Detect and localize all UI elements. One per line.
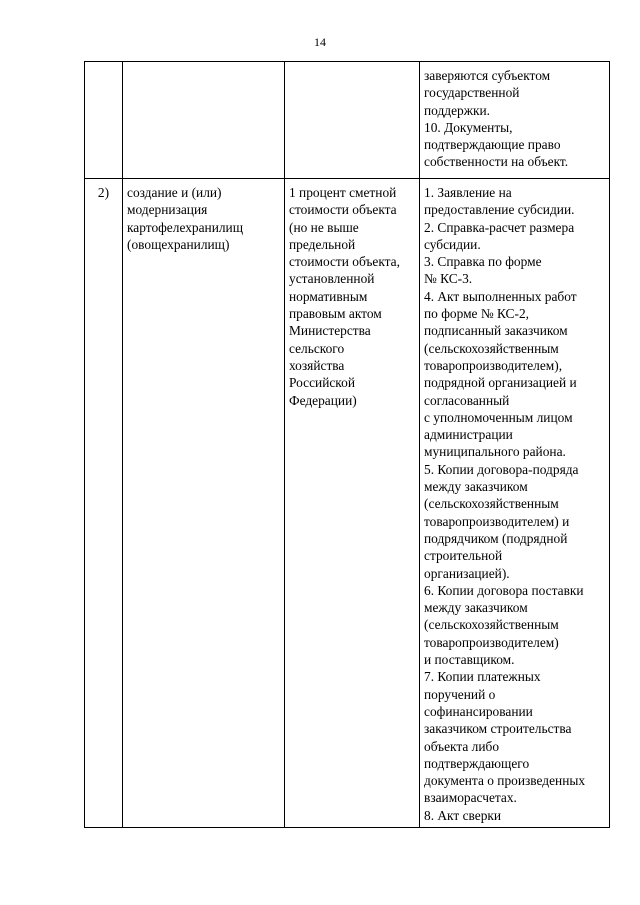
cell-text-line: документа о произведенных bbox=[424, 773, 586, 789]
cell-text-line: 1 процент сметной bbox=[289, 185, 397, 200]
cell-text-line: 5. Копии договора-подряда bbox=[424, 461, 579, 477]
documents-cell bbox=[420, 179, 610, 828]
cell-text-line: подписанный заказчиком bbox=[424, 323, 568, 339]
cell-text-line: подрядчиком (подрядной bbox=[424, 530, 568, 546]
cell-text-line: взаиморасчетах. bbox=[424, 790, 517, 806]
cell-text-line: товаропроизводителем) bbox=[424, 634, 559, 650]
row-number-cell: 2) bbox=[85, 179, 123, 828]
cell-text-line: по форме № КС-2, bbox=[424, 306, 529, 322]
cell-text-line: сельского bbox=[289, 340, 345, 356]
cell-text-line: (овощехранилищ) bbox=[127, 236, 230, 252]
cell-text-line: согласованный bbox=[424, 392, 510, 408]
cell-text-line: 4. Акт выполненных работ bbox=[424, 288, 577, 304]
cell-text-line: установленной bbox=[289, 271, 375, 287]
cell-text-line: № КС-3. bbox=[424, 271, 473, 287]
cell-text-line: муниципального района. bbox=[424, 444, 566, 460]
cell-text-line: администрации bbox=[424, 427, 513, 443]
cell-text-line: правовым актом bbox=[289, 306, 382, 322]
cell-text-line: (но не выше bbox=[289, 219, 359, 235]
cell-text-line: и поставщиком. bbox=[424, 652, 515, 668]
cell-text-line: 3. Справка по форме bbox=[424, 254, 542, 270]
cell-text-line: с уполномоченным лицом bbox=[424, 409, 573, 425]
cell-text-line: нормативным bbox=[289, 288, 368, 304]
cell-text-line: предельной bbox=[289, 236, 356, 252]
cell-text-line: стоимости объекта, bbox=[289, 254, 400, 270]
cell-text-line: софинансировании bbox=[424, 703, 533, 719]
cell-text-line: подтверждающего bbox=[424, 755, 530, 771]
cell-text-line: модернизация bbox=[127, 202, 208, 218]
cell-text-line: (сельскохозяйственным bbox=[424, 496, 559, 512]
cell-text-line: 10. Документы, bbox=[424, 119, 513, 135]
cell-text-line: заказчиком строительства bbox=[424, 721, 572, 737]
cell-text-line: подтверждающие право bbox=[424, 137, 561, 153]
cell-text-line: поддержки. bbox=[424, 102, 491, 118]
table-row bbox=[85, 179, 610, 828]
cell-text-line: 8. Акт сверки bbox=[424, 807, 502, 823]
cell-text-line: субсидии. bbox=[424, 236, 481, 252]
cell-text-line: объекта либо bbox=[424, 738, 500, 754]
cell-text-line: Министерства bbox=[289, 323, 371, 339]
cell-text-line: поручений о bbox=[424, 686, 496, 702]
cell-text-line: между заказчиком bbox=[424, 479, 528, 495]
cell-text-line: стоимости объекта bbox=[289, 202, 397, 218]
amount-cell bbox=[285, 179, 420, 828]
table-row bbox=[85, 62, 610, 179]
row-number-cell bbox=[85, 62, 123, 179]
cell-text-line: предоставление субсидии. bbox=[424, 202, 575, 218]
cell-text-line: организацией). bbox=[424, 565, 510, 581]
cell-text-line: хозяйства bbox=[289, 357, 345, 373]
cell-text-line: 6. Копии договора поставки bbox=[424, 582, 584, 598]
documents-cell bbox=[420, 62, 610, 179]
cell-text-line: Федерации) bbox=[289, 392, 357, 408]
page-number: 14 bbox=[314, 35, 326, 49]
cell-text-line: 2. Справка-расчет размера bbox=[424, 219, 575, 235]
cell-text-line: между заказчиком bbox=[424, 600, 528, 616]
cell-text-line: заверяются субъектом bbox=[424, 68, 551, 83]
object-cell bbox=[123, 62, 285, 179]
cell-text-line: товаропроизводителем), bbox=[424, 357, 563, 373]
object-cell bbox=[123, 179, 285, 828]
cell-text-line: (сельскохозяйственным bbox=[424, 617, 559, 633]
cell-text-line: собственности на объект. bbox=[424, 154, 569, 170]
cell-text-line: (сельскохозяйственным bbox=[424, 340, 559, 356]
cell-text-line: строительной bbox=[424, 548, 503, 564]
cell-text-line: товаропроизводителем) и bbox=[424, 513, 570, 529]
amount-cell bbox=[285, 62, 420, 179]
cell-text-line: 7. Копии платежных bbox=[424, 669, 541, 685]
cell-text-line: 1. Заявление на bbox=[424, 185, 512, 200]
cell-text-line: Российской bbox=[289, 375, 355, 391]
cell-text-line: создание и (или) bbox=[127, 185, 222, 200]
cell-text-line: картофелехранилищ bbox=[127, 219, 244, 235]
subsidy-documents-table bbox=[84, 61, 610, 828]
cell-text-line: подрядной организацией и bbox=[424, 375, 577, 391]
cell-text-line: государственной bbox=[424, 85, 520, 101]
